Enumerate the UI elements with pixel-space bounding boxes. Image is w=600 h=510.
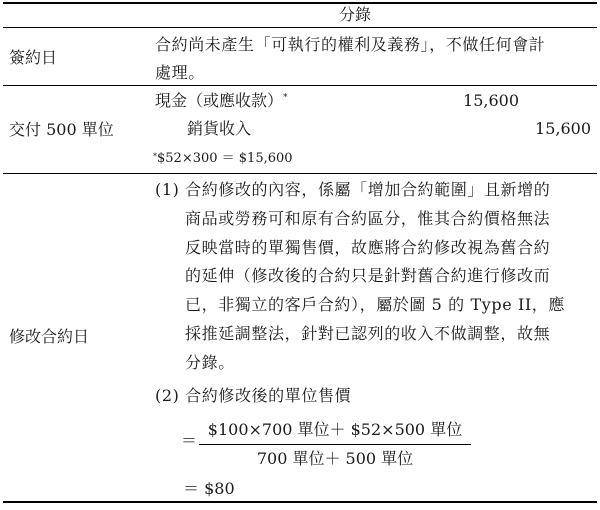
credit-amount: 15,600 [535,119,591,138]
formula-equals: ＝ [181,431,198,450]
row-divider [3,173,597,174]
row-divider [3,85,597,86]
row-label-signing: 簽約日 [9,48,58,67]
debit-entry [155,91,288,111]
debit-amount: 15,600 [463,91,519,110]
header-rule [3,27,597,28]
signing-text-line: 處理。 [155,63,205,82]
debit-account: 現金（或應收款） [155,91,284,110]
formula-result: ＝ $80 [183,479,235,498]
footnote-marker: * [153,152,157,161]
footnote [153,149,293,169]
item1-line: 的延伸（修改後的合約只是針對舊合約進行修改而 [185,266,551,285]
item2-title: (2) 合約修改後的單位售價 [155,386,352,405]
row-label-modification: 修改合約日 [9,327,90,346]
item1-line: (1) 合約修改的內容，係屬「增加合約範圍」且新增的 [155,180,551,199]
table-bottom-rule [3,501,597,503]
item1-line: 商品或勞務可和原有合約區分，惟其合約價格無法 [185,209,551,228]
row-label-delivery: 交付 500 單位 [9,120,114,139]
fraction-bar [199,444,471,445]
footnote-marker: * [283,93,288,103]
item1-line: 採推延調整法，針對已認列的收入不做調整，故無 [185,324,551,343]
table-top-rule [3,2,597,4]
credit-account: 銷貨收入 [187,119,252,138]
column-header: 分錄 [339,5,372,24]
signing-text-line: 合約尚未產生「可執行的權利及義務」，不做任何會計 [155,35,546,54]
formula-numerator: $100×700 單位＋ $52×500 單位 [207,420,463,439]
item1-line: 分錄。 [185,353,235,372]
formula-denominator: 700 單位＋ 500 單位 [256,449,414,468]
footnote-text: $52×300 ＝ $15,600 [157,151,293,166]
item1-line: 已，非獨立的客戶合約），屬於圖 5 的 Type II，應 [185,295,565,314]
item1-line: 反映當時的單獨售價，故應將合約修改視為舊合約 [185,238,551,257]
